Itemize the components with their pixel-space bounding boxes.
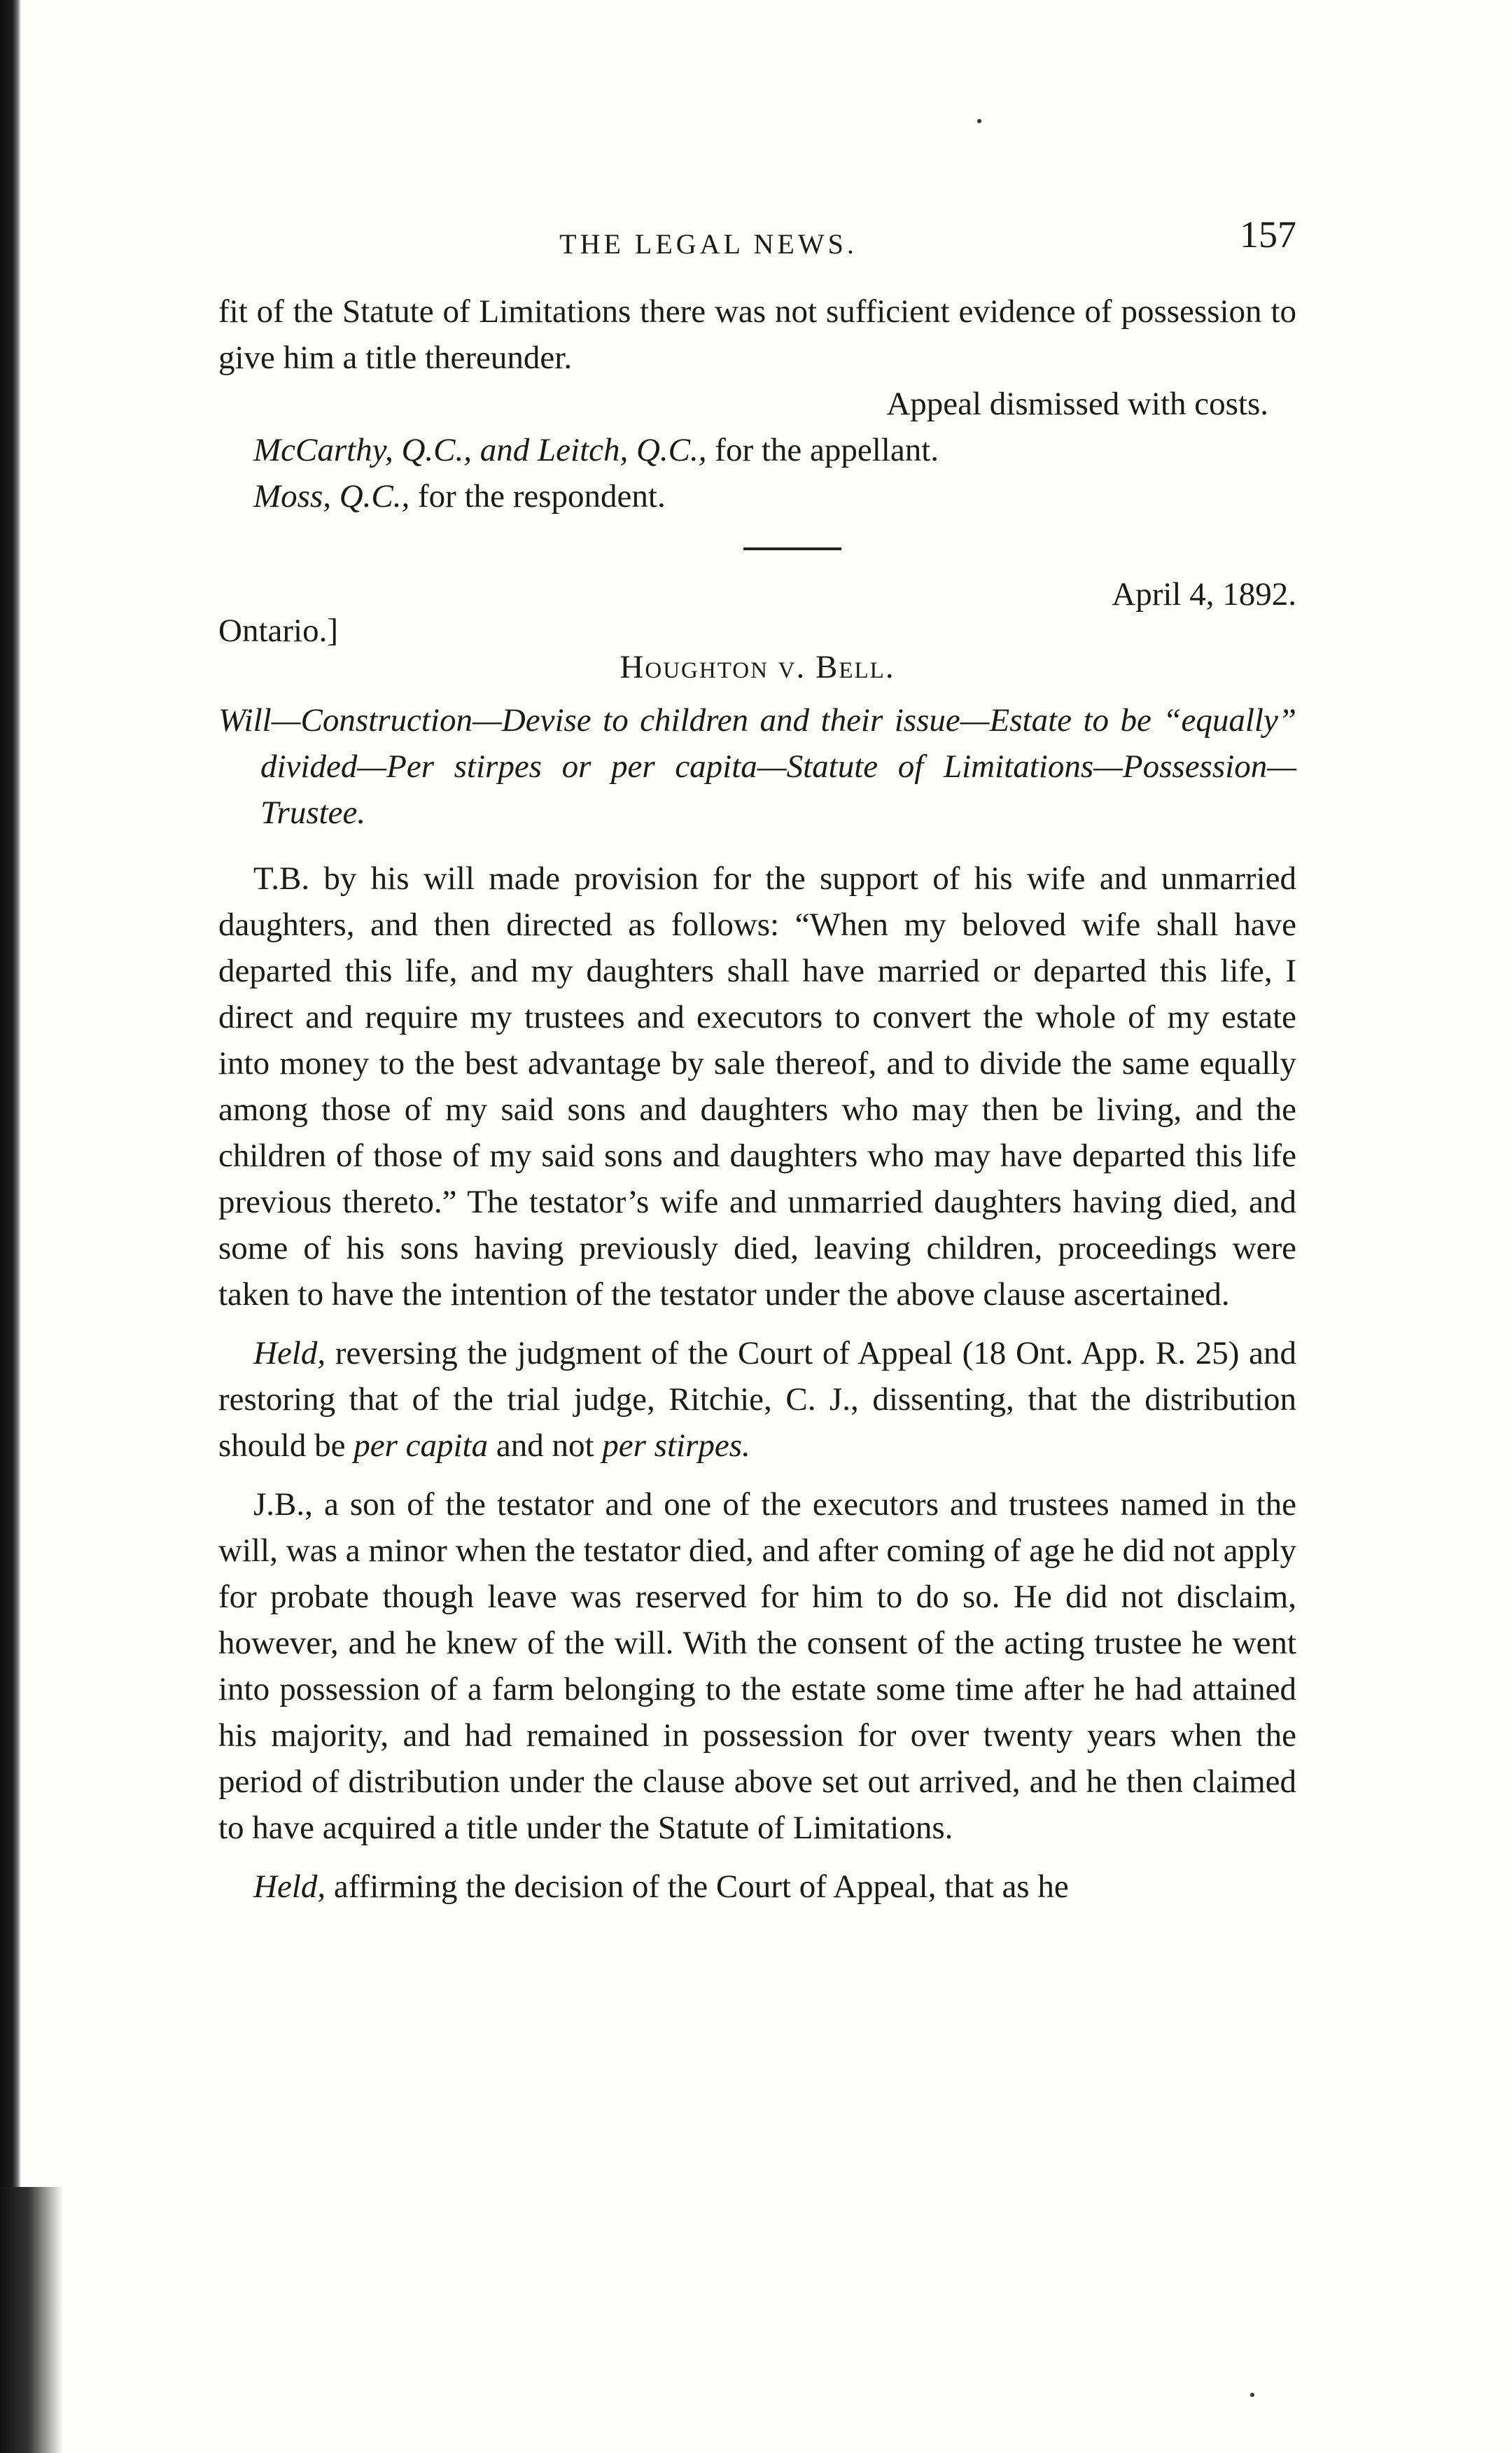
section-divider: [743, 547, 841, 550]
paragraph-holding-2: [218, 1864, 1296, 1910]
holding-text: reversing the judgment of the Court of Appeal (18 Ont. App. R. 25) and restoring that of the trial judge, Ritchie, C. J., dissenting, that the distribution should be: [218, 1335, 1296, 1464]
case-name: Houghton v. Bell.: [620, 649, 895, 685]
counsel-respondent: [218, 473, 1296, 519]
paragraph-holding-1: [218, 1330, 1296, 1469]
per-capita-term: per capita: [354, 1427, 489, 1464]
appellant-role: for the appellant.: [706, 432, 939, 468]
headnote: Will—Construction—Devise to children and their issue—Estate to be “equally” divided—Per stirpes or per capita—Statute of Limitations—Possession—Trustee.: [218, 702, 1296, 831]
respondent-counsel-names: Moss, Q.C.,: [253, 478, 410, 515]
journal-title: THE LEGAL NEWS.: [559, 228, 858, 260]
holding-2-text: affirming the decision of the Court of Appeal, that as he: [326, 1868, 1069, 1905]
paragraph-facts: T.B. by his will made provision for the support of his wife and unmarried daughters, and then directed as follows: “When my beloved wife shall have departed this life, and my daughters shall have married or departed this life, I direct and require my trustees and executors to convert the whole of my estate into money to the best advantage by sale thereof, and to divide the same equally among those of my said sons and daughters who may then be living, and the children of those of my said sons and daughters who may have departed this life previous thereto.” The testator’s wife and unmarried daughters having died, and some of his sons having previously died, leaving children, proceedings were taken to have the intention of the testator under the above clause ascertained.: [218, 860, 1296, 1313]
appellant-counsel-names: McCarthy, Q.C., and Leitch, Q.C.,: [253, 432, 707, 468]
per-stirpes-term: per stirpes.: [602, 1427, 750, 1464]
holding-text-cont: and not: [488, 1427, 603, 1464]
disposition: Appeal dismissed with costs.: [886, 386, 1268, 422]
binding-shadow: [0, 2187, 63, 2453]
continued-text: fit of the Statute of Limitations there was not sufficient evidence of possession to give him a title thereunder.: [218, 293, 1296, 376]
running-header: [218, 216, 1296, 265]
speck: [977, 119, 981, 123]
held-label: Held,: [253, 1868, 326, 1905]
page-body: [218, 216, 1296, 1910]
paragraph-trustee-facts: J.B., a son of the testator and one of the executors and trustees named in the will, was a minor when the testator died, and after coming of age he did not apply for probate though leave was reserved for him to do so. He did not disclaim, however, and he knew of the will. With the consent of the acting trustee he went into possession of a farm belonging to the estate some time after he had attained his majority, and had remained in possession for over twenty years when the period of distribution under the clause above set out arrived, and he then claimed to have acquired a title under the Statute of Limitations.: [218, 1486, 1296, 1846]
counsel-appellant: [218, 427, 1296, 473]
held-label: Held,: [253, 1335, 326, 1371]
speck: [1250, 2393, 1254, 2397]
respondent-role: for the respondent.: [410, 478, 666, 515]
case-date: April 4, 1892.: [1112, 576, 1296, 613]
binding-edge: [0, 0, 21, 2453]
page-number: 157: [1240, 214, 1296, 256]
case-heading: [218, 571, 1296, 685]
case-province: Ontario.]: [218, 613, 338, 649]
